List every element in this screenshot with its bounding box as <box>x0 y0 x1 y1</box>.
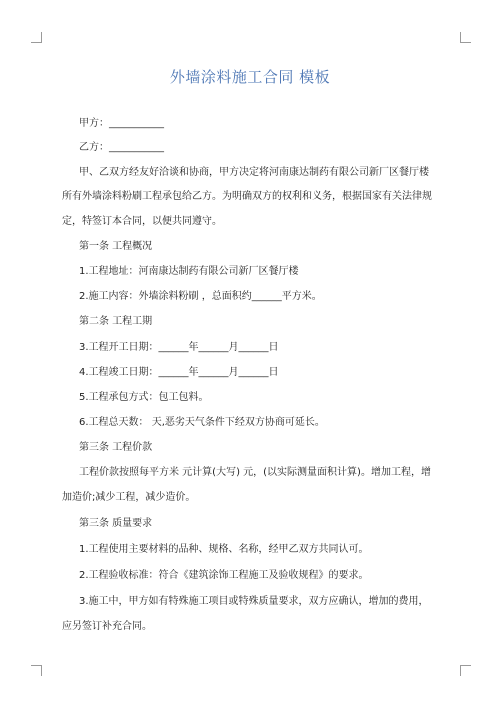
article-1-item-1: 1.工程地址：河南康达制药有限公司新厂区餐厅楼 <box>79 266 299 277</box>
intro-line-3: 定，特签订本合同，以便共同遵守。 <box>62 216 222 227</box>
article-2-item-3: 3.工程开工日期：______年______月______日 <box>79 342 279 353</box>
article-4-item-3b: 应另签订补充合同。 <box>62 621 152 632</box>
crop-mark-bottom-left <box>31 665 42 676</box>
article-4-item-3a: 3.施工中，甲方如有特殊施工项目或特殊质量要求，双方应确认，增加的费用， <box>79 596 429 607</box>
intro-line-1: 甲、乙双方经友好洽谈和协商，甲方决定将河南康达制药有限公司新厂区餐厅楼 <box>79 167 429 178</box>
article-2-heading: 第二条 工程工期 <box>79 316 153 327</box>
party-a-line: 甲方：___________ <box>79 118 164 129</box>
article-1-heading: 第一条 工程概况 <box>79 241 153 252</box>
article-4-item-1: 1.工程使用主要材料的品种、规格、名称，经甲乙双方共同认可。 <box>79 544 369 555</box>
intro-line-2: 所有外墙涂料粉刷工程承包给乙方。为明确双方的权利和义务，根据国家有关法律规 <box>62 191 432 202</box>
article-2-item-5: 5.工程承包方式：包工包料。 <box>79 392 209 403</box>
crop-mark-top-left <box>31 32 42 43</box>
article-2-item-6: 6.工程总天数： 天,恶劣天气条件下经双方协商可延长。 <box>79 417 325 428</box>
article-3-heading: 第三条 工程价款 <box>79 442 153 453</box>
crop-mark-top-right <box>460 32 471 43</box>
article-3-line-2: 加造价;减少工程，减少造价。 <box>62 492 196 503</box>
article-4-item-2: 2.工程验收标准：符合《建筑涂饰工程施工及验收规程》的要求。 <box>79 570 369 581</box>
article-1-item-2: 2.施工内容：外墙涂料粉刷 ，总面积约______平方米。 <box>79 291 322 302</box>
party-b-line: 乙方：___________ <box>79 142 164 153</box>
article-3-line-1: 工程价款按照每平方米 元计算(大写) 元，(以实际测量面积计算)。增加工程，增 <box>79 467 431 478</box>
document-title: 外墙涂料施工合同 模板 <box>169 68 331 86</box>
crop-mark-bottom-right <box>460 665 471 676</box>
article-2-item-4: 4.工程竣工日期：______年______月______日 <box>79 367 279 378</box>
article-4-heading: 第三条 质量要求 <box>79 518 153 529</box>
